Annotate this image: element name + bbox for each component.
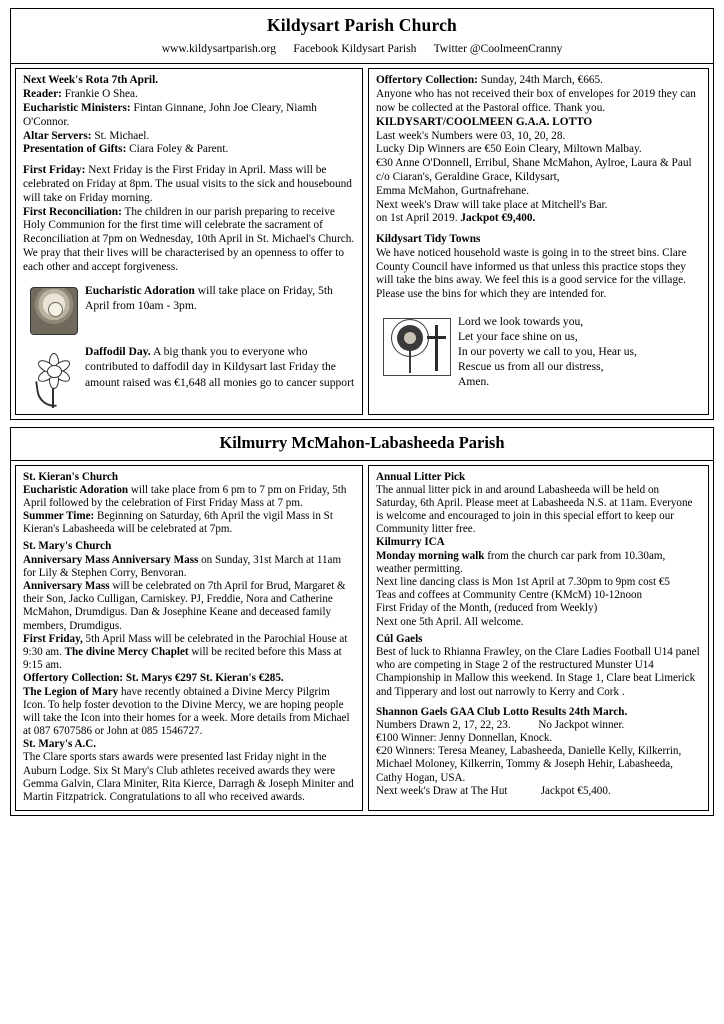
anniversary-mass-1-label: Anniversary Mass Anniversary Mass <box>23 553 199 566</box>
parish2-banner <box>11 428 713 460</box>
daffodil-block <box>23 344 355 408</box>
prayer-line-5: Amen. <box>457 375 490 389</box>
sunflower-cross-image-holder <box>376 314 458 389</box>
ica-first-friday: First Friday of the Month, (reduced from Weekly) <box>375 602 598 615</box>
shannon-gaels-heading: Shannon Gaels GAA Club Lotto Results 24th March. <box>375 705 628 718</box>
rota-gifts <box>23 143 355 157</box>
lotto-lucky-dip: Lucky Dip Winners are €50 Eoin Cleary, Miltown Malbay. <box>375 143 642 156</box>
anniversary-mass-2-label: Anniversary Mass <box>23 580 110 593</box>
first-friday-label: First Friday: <box>23 164 86 177</box>
first-friday-paragraph <box>23 164 355 205</box>
parish1-website[interactable]: www.kildysartparish.org <box>161 42 276 56</box>
st-kierans-heading: St. Kieran's Church <box>23 470 119 483</box>
daffodil-icon <box>29 350 79 408</box>
rota-ministers <box>23 102 355 130</box>
divine-mercy-chaplet-label: The divine Mercy Chaplet <box>64 645 189 658</box>
summer-time-text: Beginning on Saturday, 6th April the vigil Mass in St Kieran's Labasheeda will be celebrated at 7pm. <box>23 510 333 536</box>
adoration-text-block <box>85 283 355 335</box>
parish1-right-column <box>368 68 709 415</box>
prayer-line-4: Rescue us from all our distress, <box>457 360 604 374</box>
parish2-title: Kilmurry McMahon-Labasheeda Parish <box>219 433 505 453</box>
servers-label: Altar Servers: <box>23 129 92 142</box>
monstrance-icon <box>30 287 78 335</box>
ministers-value: Fintan Ginnane, John Joe Cleary, Niamh O'Connor. <box>23 102 317 128</box>
first-reconciliation-text: The children in our parish preparing to receive Holy Communion for the first time will celebrate the sacrament of Reconciliation at 7pm on Wednesday, 10th April in St. Michael's Church. We pray that their lives will be characterised by an openness to offer to each other and accept forgiveness. <box>23 205 355 273</box>
ica-teas-coffees: Teas and coffees at Community Centre (KMcM) 10-12noon <box>375 589 643 602</box>
parish1-banner <box>11 9 713 64</box>
envelopes-text: Anyone who has not received their box of envelopes for 2019 they can now be collected at the Pastoral office. Thank you. <box>375 88 696 115</box>
rota-heading: Next Week's Rota 7th April. <box>23 74 159 87</box>
summer-time-label: Summer Time: <box>23 510 95 523</box>
shannon-jackpot: Jackpot €5,400. <box>540 784 611 797</box>
cul-gaels-text: Best of luck to Rhianna Frawley, on the Clare Ladies Football U14 panel who are competing in Stage 2 of the restructured Munster U14 Championship in Mallow this weekend. In Stage 1, Clare beat Limerick and Tipperary and lost out narrowly to Kerry and Cork . <box>375 645 700 698</box>
first-friday-mass-label: First Friday, <box>23 632 83 645</box>
daffodil-text: A big thank you to everyone who contributed to daffodil day in Kildysart last Friday the amount raised was €1,648 all monies go to cancer support <box>85 345 355 389</box>
legion-of-mary-label: The Legion of Mary <box>23 685 119 698</box>
anniversary-mass-2-text: will be celebrated on 7th April for Brud, Margaret & their Son, Jacko Culligan, Carniskey. PJ, Freddie, Nora and Catherine McMahon, Drumdigus. Dan & Josephine Keane and deceased family members, Drumdigus. <box>23 580 346 632</box>
rota-reader <box>23 88 355 102</box>
first-friday-text: Next Friday is the First Friday in April. Mass will be celebrated on Friday at 8pm. The usual visits to the sick and housebound will take on Friday morning. <box>23 164 352 204</box>
first-reconciliation-paragraph <box>23 206 355 275</box>
summer-time <box>23 510 355 536</box>
lotto-jackpot: Jackpot €9,400. <box>457 212 536 225</box>
shannon-numbers-row <box>376 719 701 732</box>
daffodil-image-holder <box>23 344 85 408</box>
cul-gaels-heading: Cúl Gaels <box>375 632 423 645</box>
shannon-no-jackpot: No Jackpot winner. <box>538 718 625 731</box>
tidy-towns-heading: Kildysart Tidy Towns <box>375 233 481 246</box>
lotto-30-winners-1: €30 Anne O'Donnell, Erribul, Shane McMahon, Aylroe, Laura & Paul c/o Ciaran's, Geraldine Grace, Kildysart, <box>375 157 692 183</box>
sunflower-cross-icon <box>383 318 451 376</box>
first-friday-mass-text: 5th April Mass will be celebrated in the Parochial House at 9:30 am. <box>23 632 348 658</box>
adoration-text: will take place on Friday, 5th April from 10am - 3pm. <box>85 284 333 313</box>
parish2-columns <box>11 461 713 816</box>
lotto-30-winners-2: Emma McMahon, Gurtnafrehane. <box>375 184 530 197</box>
daffodil-text-block <box>85 344 355 408</box>
anniversary-mass-2 <box>23 580 355 633</box>
parish2-section <box>10 427 714 816</box>
shannon-next-draw-row <box>376 785 701 798</box>
parish1-links <box>15 42 709 56</box>
st-marys-heading: St. Mary's Church <box>23 540 112 553</box>
prayer-block <box>376 314 701 389</box>
shannon-20-winners: €20 Winners: Teresa Meaney, Labasheeda, Danielle Kelly, Kilkerrin, Michael Moloney, Kilkerrin, Tommy & Joseph Hehir, Labasheeda, Cathy Hogan, USA. <box>375 745 682 784</box>
lotto-next-draw: Next week's Draw will take place at Mitchell's Bar. <box>375 198 608 211</box>
kilmurry-ica-heading: Kilmurry ICA <box>375 536 445 549</box>
reader-value: Frankie O Shea. <box>61 88 138 101</box>
ica-line-dancing: Next line dancing class is Mon 1st April at 7.30pm to 9pm cost €5 <box>375 576 670 589</box>
gifts-value: Ciara Foley & Parent. <box>126 143 229 156</box>
parish1-title: Kildysart Parish Church <box>267 15 457 35</box>
parish1-left-column <box>15 68 363 415</box>
anniversary-mass-1 <box>23 554 355 580</box>
shannon-numbers: Numbers Drawn 2, 17, 22, 23. <box>375 718 511 731</box>
prayer-line-1: Lord we look towards you, <box>457 314 584 328</box>
monstrance-image-holder <box>23 283 85 335</box>
offertory-paragraph <box>376 74 701 88</box>
prayer-text <box>458 314 701 389</box>
ica-monday-walk <box>376 550 701 576</box>
ministers-label: Eucharistic Ministers: <box>23 102 131 115</box>
ica-monday-walk-label: Monday morning walk <box>375 549 485 562</box>
gifts-label: Presentation of Gifts: <box>23 143 127 156</box>
parish2-offertory: Offertory Collection: St. Marys €297 St. Kieran's €285. <box>23 672 284 685</box>
prayer-line-3: In our poverty we call to you, Hear us, <box>457 345 637 359</box>
anniversary-mass-1-text: on Sunday, 31st March at 11am for Lily & Stephen Corry, Benvoran. <box>23 553 342 579</box>
lotto-date-jackpot <box>376 212 701 226</box>
shannon-next-draw: Next week's Draw at The Hut <box>375 784 508 797</box>
st-marys-ac-heading: St. Mary's A.C. <box>23 738 97 751</box>
adoration-block <box>23 283 355 335</box>
rota-servers <box>23 130 355 144</box>
kierans-adoration-text: will take place from 6 pm to 7 pm on Friday, 5th April followed by the celebration of First Friday Mass at 7 pm. <box>23 483 347 509</box>
st-marys-ac-text: The Clare sports stars awards were presented last Friday night in the Auburn Lodge. Six St Mary's Club athletes received awards they were Gemma Galvin, Clara Miniter, Rita Kierce, Darragh & Joseph Miniter and Martin Fitzpatrick. Congratulations to all who received awards. <box>23 751 354 804</box>
lotto-date: on 1st April 2019. <box>375 212 458 225</box>
reader-label: Reader: <box>23 88 62 101</box>
ica-monday-walk-text: from the church car park from 10.30am, weather permitting. <box>375 549 666 575</box>
litter-pick-heading: Annual Litter Pick <box>375 470 466 483</box>
shannon-100-winner: €100 Winner: Jenny Donnellan, Knock. <box>375 732 553 745</box>
parish1-facebook[interactable]: Facebook Kildysart Parish <box>293 42 417 56</box>
parish1-section <box>10 8 714 420</box>
ica-next-one: Next one 5th April. All welcome. <box>375 615 524 628</box>
kierans-adoration <box>23 484 355 510</box>
lotto-heading: KILDYSART/COOLMEEN G.A.A. LOTTO <box>375 115 593 128</box>
servers-value: St. Michael. <box>91 129 150 142</box>
parish2-right-column <box>368 465 709 812</box>
divine-mercy-chaplet-text: will be recited before this Mass at 9:15 am. <box>23 645 342 672</box>
adoration-label: Eucharistic Adoration <box>85 284 195 298</box>
parish2-left-column <box>15 465 363 812</box>
offertory-label: Offertory Collection: <box>375 74 478 87</box>
legion-of-mary-text: have recently obtained a Divine Mercy Pilgrim Icon. To help foster devotion to the Divine Mercy, we are hoping people will take the Icon into their homes for a week. More details from Michael at 087 6707586 or John at 085 1546727. <box>23 685 350 738</box>
kierans-adoration-label: Eucharistic Adoration <box>23 483 129 496</box>
lotto-numbers: Last week's Numbers were 03, 10, 20, 28. <box>375 129 566 142</box>
legion-of-mary <box>23 686 355 739</box>
parish1-twitter[interactable]: Twitter @CoolmeenCranny <box>433 42 563 56</box>
parish1-columns <box>11 64 713 419</box>
offertory-text: Sunday, 24th March, €665. <box>477 74 603 87</box>
daffodil-label: Daffodil Day. <box>85 345 151 359</box>
first-reconciliation-label: First Reconciliation: <box>23 205 122 218</box>
first-friday-mass <box>23 633 355 673</box>
tidy-towns-text: We have noticed household waste is going in to the street bins. Clare County Council have informed us that unless this practice stops they will take the bins away. We feel this is a good service for the village. Please use the bins for which they are intended for. <box>375 246 687 301</box>
litter-pick-text: The annual litter pick in and around Labasheeda will be held on Saturday, 6th April. Please meet at Labasheeda N.S. at 11am. Everyone is welcome and encouraged to join in this special effort to keep our Community litter free. <box>375 483 693 536</box>
prayer-line-2: Let your face shine on us, <box>457 330 578 344</box>
